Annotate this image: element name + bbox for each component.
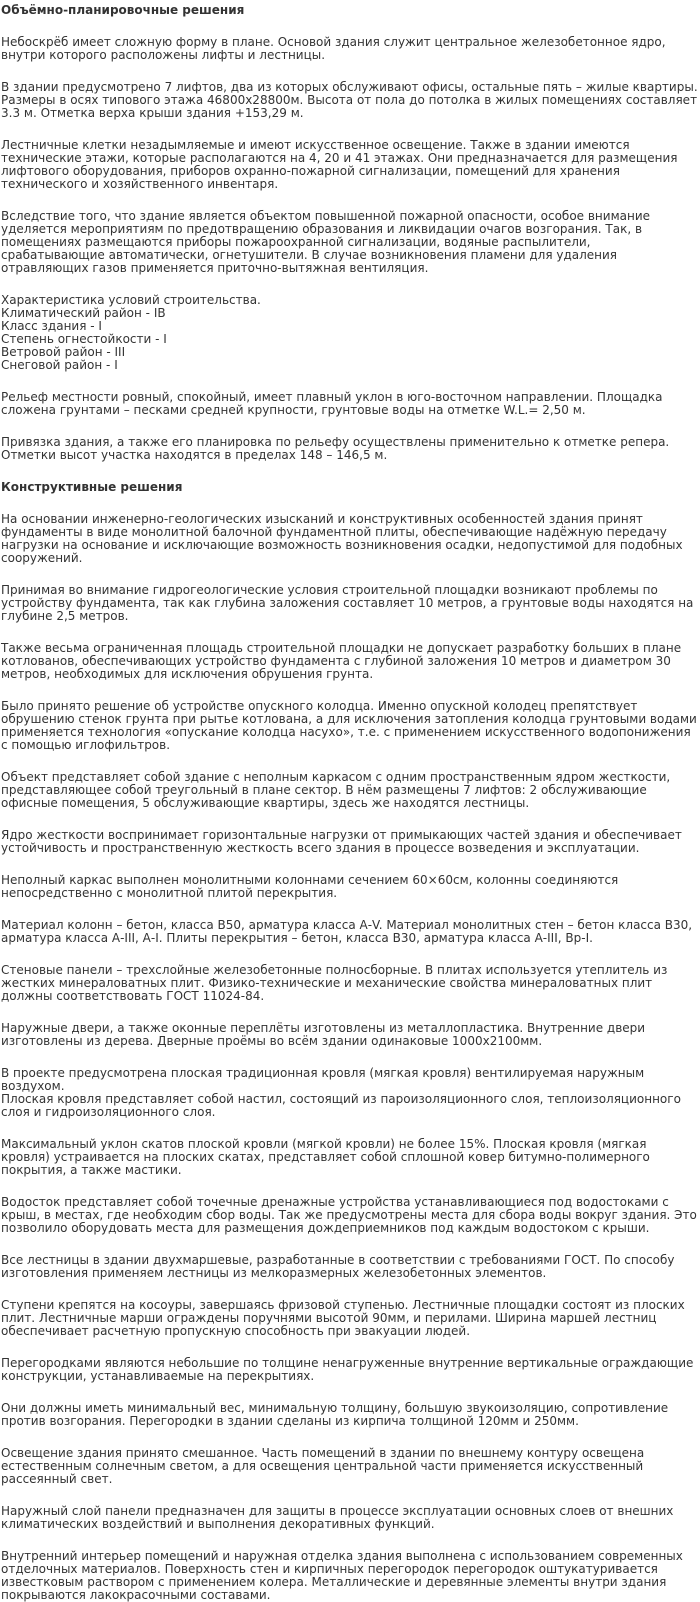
text-line: Все лестницы в здании двухмаршевые, разработанные в соответствии с требованиями ГОСТ. По способу изготовления применяем лестницы из мелкоразмерных железобетонных элементов. bbox=[1, 1253, 675, 1280]
text-line: Максимальный уклон скатов плоской кровли (мягкой кровли) не более 15%. Плоская кровля (мягкая кровля) устраивается на плоских скатах, представляет собой сплошной ковер битумно-полимерного покрытия, а также мастики. bbox=[1, 1137, 650, 1177]
paragraph bbox=[1, 1299, 698, 1338]
section-heading: Конструктивные решения bbox=[1, 480, 183, 494]
text-line: Плоская кровля представляет собой настил, состоящий из пароизоляционного слоя, теплоизоляционного слоя и гидроизоляционного слоя. bbox=[1, 1092, 681, 1119]
paragraph bbox=[1, 436, 698, 462]
paragraph bbox=[1, 1550, 698, 1602]
text-line: Класс здания - I bbox=[1, 319, 102, 333]
text-line: Объект представляет собой здание с неполным каркасом с одним пространственным ядром жесткости, представляющее собой треугольный в плане сектор. В нём размещены 7 лифтов: 2 обслуживающие офисные помещения, 5 обслуживающие квартиры, здесь же находятся лестницы. bbox=[1, 770, 671, 810]
paragraph bbox=[1, 36, 698, 62]
section-structural bbox=[1, 481, 698, 1602]
text-line: На основании инженерно-геологических изысканий и конструктивных особенностей здания принят фундаменты в виде монолитной балочной фундаментной плиты, обеспечивающие надёжную передачу нагрузки на основание и исключающие возможность возникновения осадки, недопустимой для подобных сооружений. bbox=[1, 512, 683, 565]
text-line: Небоскрёб имеет сложную форму в плане. Основой здания служит центральное железобетонное ядро, внутри которого расположены лифты и лестницы. bbox=[1, 35, 666, 62]
text-line: Освещение здания принято смешанное. Часть помещений в здании по внешнему контуру освещена естественным солнечным светом, а для освещения центральной части применяется искусственный рассеянный свет. bbox=[1, 1446, 645, 1486]
paragraph bbox=[1, 513, 698, 565]
text-line: Неполный каркас выполнен монолитными колоннами сечением 60×60см, колонны соединяются непосредственно с монолитной плитой перекрытия. bbox=[1, 873, 619, 900]
section-heading: Объёмно-планировочные решения bbox=[1, 3, 245, 17]
text-line: Стеновые панели – трехслойные железобетонные полносборные. В плитах используется утеплитель из жестких минераловатных плит. Физико-технические и механические свойства минераловатных плит должны соответствовать ГОСТ 11024-84. bbox=[1, 963, 668, 1003]
paragraph bbox=[1, 1196, 698, 1235]
text-line: Водосток представляет собой точечные дренажные устройства устанавливающиеся под водостоками с крыш, в местах, где необходим сбор воды. Так же предусмотрены места для сбора воды вокруг здания. Это позволило оборудовать места для размещения дождеприемников под каждым водостоком с крыши. bbox=[1, 1195, 697, 1235]
text-line: Привязка здания, а также его планировка по рельефу осуществлены применительно к отметке репера. Отметки высот участка находятся в пределах 148 – 146,5 м. bbox=[1, 435, 670, 462]
paragraph bbox=[1, 642, 698, 681]
text-line: Ветровой район - III bbox=[1, 345, 126, 359]
paragraph bbox=[1, 210, 698, 275]
section-body bbox=[1, 36, 698, 462]
paragraph bbox=[1, 81, 698, 120]
section-space-planning bbox=[1, 4, 698, 462]
paragraph bbox=[1, 1505, 698, 1531]
text-line: Лестничные клетки незадымляемые и имеют искусственное освещение. Также в здании имеются технические этажи, которые располагаются на 4, 20 и 41 этажах. Они предназначается для размещения лифтового оборудования, приборов охранно-пожарной сигнализации, помещений для хранения технического и хозяйственного инвентаря. bbox=[1, 138, 678, 191]
paragraph bbox=[1, 584, 698, 623]
paragraph bbox=[1, 1447, 698, 1486]
text-line: Степень огнестойкости - I bbox=[1, 332, 167, 346]
paragraph bbox=[1, 1067, 698, 1119]
text-line: Снеговой район - I bbox=[1, 358, 118, 372]
text-line: Рельеф местности ровный, спокойный, имеет плавный уклон в юго-восточном направлении. Площадка сложена грунтами – песками средней крупности, грунтовые воды на отметке W.L.= 2,50 м. bbox=[1, 390, 663, 417]
paragraph bbox=[1, 1402, 698, 1428]
text-line: Было принято решение об устройстве опускного колодца. Именно опускной колодец препятствует обрушению стенок грунта при рытье котлована, а для исключения затопления колодца грунтовыми водами применяется технология «опускание колодца насухо», т.е. с применением искусственного водопонижения с помощью иглофильтров. bbox=[1, 699, 697, 752]
section-body bbox=[1, 513, 698, 1602]
text-line: Климатический район - IB bbox=[1, 306, 166, 320]
text-line: В проекте предусмотрена плоская традиционная кровля (мягкая кровля) вентилируемая наружным воздухом. bbox=[1, 1066, 645, 1093]
paragraph bbox=[1, 391, 698, 417]
paragraph bbox=[1, 829, 698, 855]
paragraph bbox=[1, 139, 698, 191]
paragraph bbox=[1, 1022, 698, 1048]
text-line: Внутренний интерьер помещений и наружная отделка здания выполнена с использованием современных отделочных материалов. Поверхность стен и кирпичных перегородок перегородок оштукатуривается известковым раствором с применением колера. Металлические и деревянные элементы внутри здания покрываются лакокрасочными составами. bbox=[1, 1549, 683, 1602]
paragraph bbox=[1, 1138, 698, 1177]
text-line: Принимая во внимание гидрогеологические условия строительной площадки возникают проблемы по устройству фундамента, так как глубина заложения составляет 10 метров, а грунтовые воды находятся на глубине 2,5 метров. bbox=[1, 583, 694, 623]
text-line: Наружные двери, а также оконные переплёты изготовлены из металлопластика. Внутренние двери изготовлены из дерева. Дверные проёмы во всём здании одинаковые 1000х2100мм. bbox=[1, 1021, 646, 1048]
paragraph bbox=[1, 1357, 698, 1383]
text-line: Перегородками являются небольшие по толщине ненагруженные внутренние вертикальные ограждающие конструкции, устанавливаемые на перекрытиях. bbox=[1, 1356, 694, 1383]
paragraph bbox=[1, 771, 698, 810]
paragraph bbox=[1, 964, 698, 1003]
paragraph bbox=[1, 1254, 698, 1280]
paragraph bbox=[1, 294, 698, 372]
text-line: Вследствие того, что здание является объектом повышенной пожарной опасности, особое внимание уделяется мероприятиям по предотвращению образования и ликвидации очагов возгорания. Так, в помещениях размещаются приборы пожароохранной сигнализации, водяные распылители, срабатывающие автоматически, огнетушители. В случае возникновения пламени для удаления отравляющих газов применяется приточно-вытяжная вентиляция. bbox=[1, 209, 651, 275]
text-line: Также весьма ограниченная площадь строительной площадки не допускает разработку больших в плане котлованов, обеспечивающих устройство фундамента с глубиной заложения 10 метров и диаметром 30 метров, необходимых для исключения обрушения грунта. bbox=[1, 641, 682, 681]
paragraph bbox=[1, 700, 698, 752]
text-line: Материал колонн – бетон, класса В50, арматура класса А-V. Материал монолитных стен – бетон класса В30, арматура класса А-III, А-I. Плиты перекрытия – бетон, класса В30, арматура класса А-III, Вр-I. bbox=[1, 918, 693, 945]
paragraph bbox=[1, 919, 698, 945]
text-line: Ступени крепятся на косоуры, завершаясь фризовой ступенью. Лестничные площадки состоят из плоских плит. Лестничные марши ограждены поручнями высотой 90мм, и перилами. Ширина маршей лестниц обеспечивает расчетную пропускную способность при эвакуации людей. bbox=[1, 1298, 685, 1338]
text-line: Наружный слой панели предназначен для защиты в процессе эксплуатации основных слоев от внешних климатических воздействий и выполнения декоративных функций. bbox=[1, 1504, 674, 1531]
text-line: В здании предусмотрено 7 лифтов, два из которых обслуживают офисы, остальные пять – жилые квартиры. Размеры в осях типового этажа 46800х28800м. Высота от пола до потолка в жилых помещениях составляет 3.3 м. Отметка верха крыши здания +153,29 м. bbox=[1, 80, 698, 120]
paragraph bbox=[1, 874, 698, 900]
text-line: Характеристика условий строительства. bbox=[1, 293, 261, 307]
text-line: Ядро жесткости воспринимает горизонтальные нагрузки от примыкающих частей здания и обеспечивает устойчивость и пространственную жесткость всего здания в процессе возведения и эксплуатации. bbox=[1, 828, 682, 855]
text-line: Они должны иметь минимальный вес, минимальную толщину, большую звукоизоляцию, сопротивление против возгорания. Перегородки в здании сделаны из кирпича толщиной 120мм и 250мм. bbox=[1, 1401, 669, 1428]
